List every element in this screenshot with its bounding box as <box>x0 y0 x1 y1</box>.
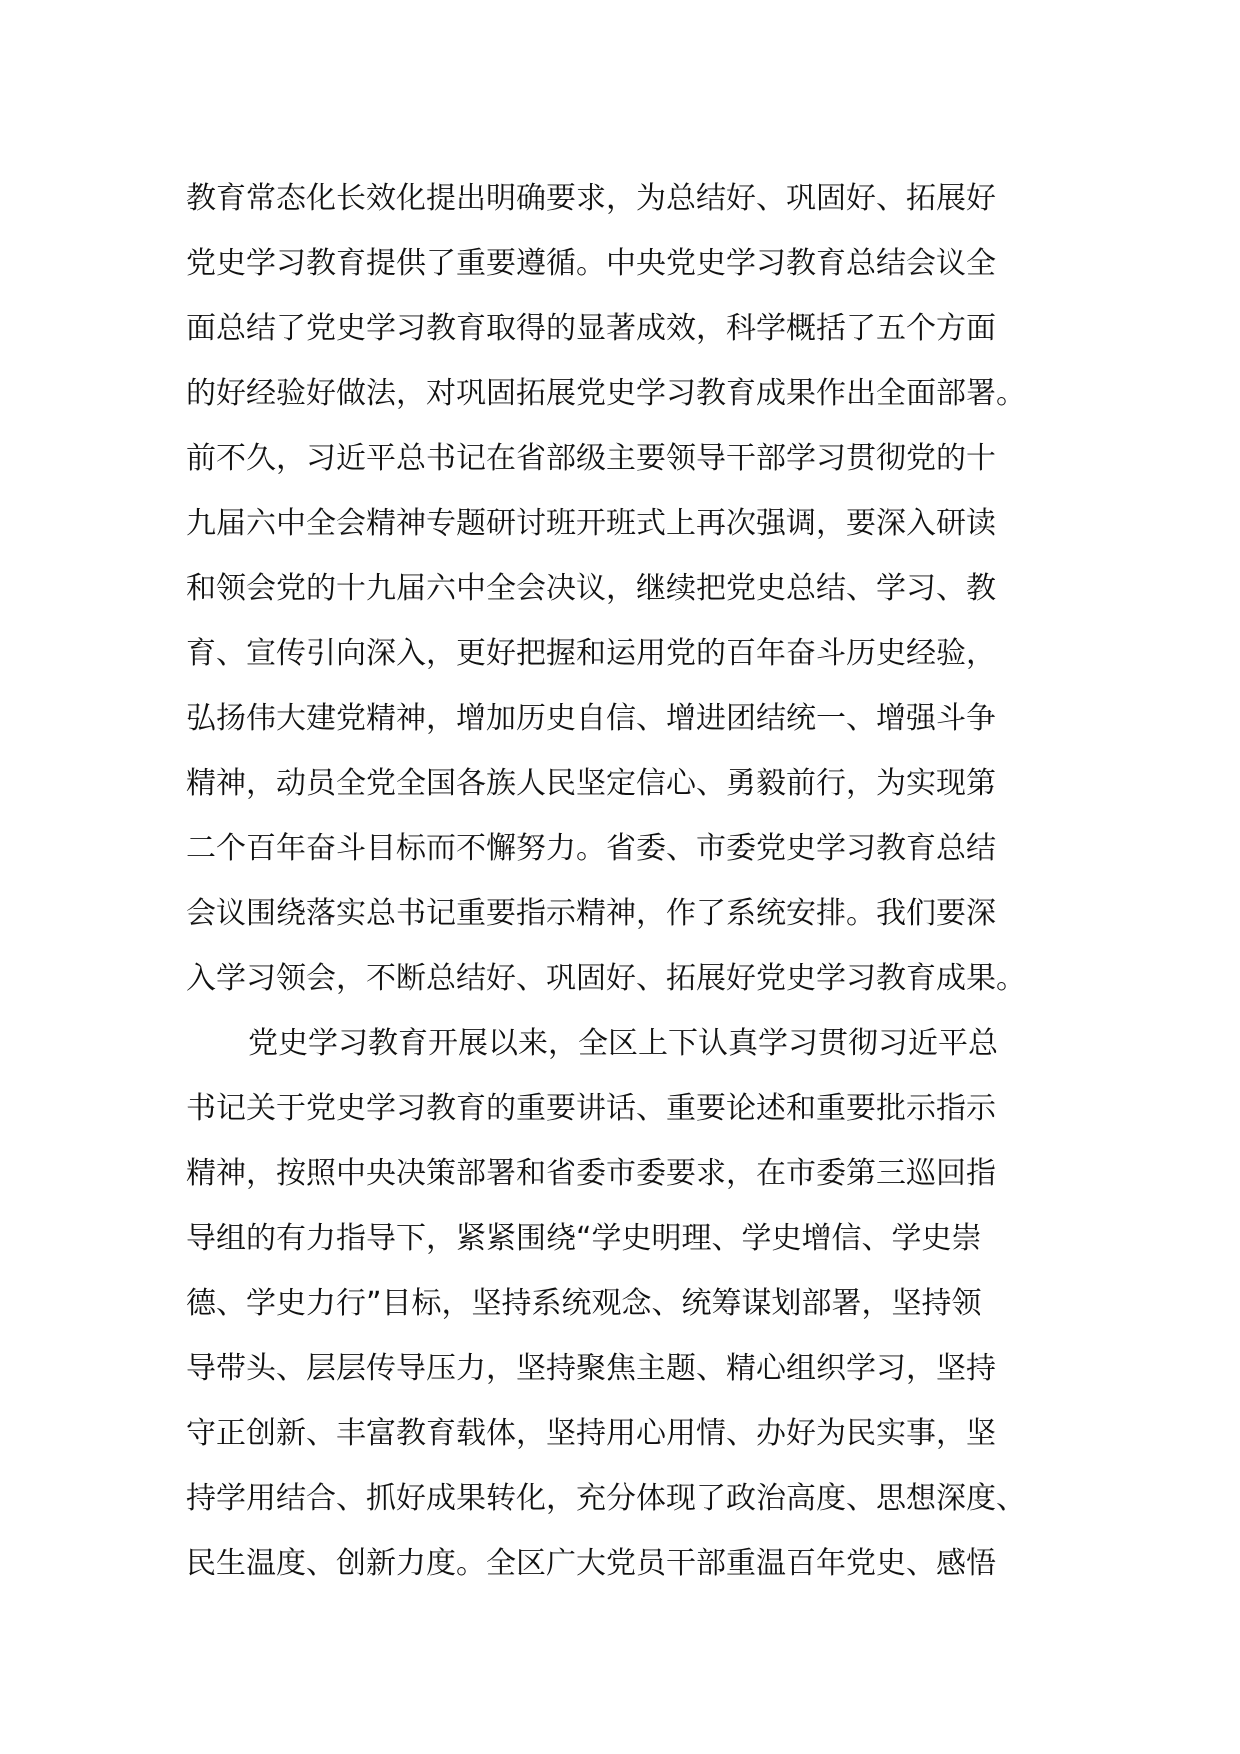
text-line: 九届六中全会精神专题研讨班开班式上再次强调，要深入研读 <box>186 506 996 541</box>
text-line: 书记关于党史学习教育的重要讲话、重要论述和重要批示指示 <box>186 1091 996 1126</box>
text-line: 育、宣传引向深入，更好把握和运用党的百年奋斗历史经验， <box>186 636 996 671</box>
text-line: 精神，动员全党全国各族人民坚定信心、勇毅前行，为实现第 <box>186 766 996 801</box>
text-line: 弘扬伟大建党精神，增加历史自信、增进团结统一、增强斗争 <box>186 701 996 736</box>
text-line: 德、学史力行”目标，坚持系统观念、统筹谋划部署，坚持领 <box>186 1286 982 1321</box>
text-line: 会议围绕落实总书记重要指示精神，作了系统安排。我们要深 <box>186 896 996 931</box>
text-line: 精神，按照中央决策部署和省委市委要求，在市委第三巡回指 <box>186 1156 996 1191</box>
text-line: 持学用结合、抓好成果转化，充分体现了政治高度、思想深度、 <box>186 1481 1026 1516</box>
text-line: 入学习领会，不断总结好、巩固好、拓展好党史学习教育成果。 <box>186 961 1026 996</box>
text-line: 党史学习教育提供了重要遵循。中央党史学习教育总结会议全 <box>186 246 996 281</box>
paragraph <box>186 166 1066 1011</box>
text-line: 的好经验好做法，对巩固拓展党史学习教育成果作出全面部署。 <box>186 376 1026 411</box>
text-line: 和领会党的十九届六中全会决议，继续把党史总结、学习、教 <box>186 571 996 606</box>
text-line: 党史学习教育开展以来，全区上下认真学习贯彻习近平总 <box>248 1026 998 1061</box>
text-line: 导带头、层层传导压力，坚持聚焦主题、精心组织学习，坚持 <box>186 1351 996 1386</box>
text-line: 守正创新、丰富教育载体，坚持用心用情、办好为民实事，坚 <box>186 1416 996 1451</box>
document-body <box>186 166 1066 1596</box>
text-line: 民生温度、创新力度。全区广大党员干部重温百年党史、感悟 <box>186 1546 996 1581</box>
paragraph <box>186 1011 1066 1596</box>
text-line: 面总结了党史学习教育取得的显著成效，科学概括了五个方面 <box>186 311 996 346</box>
text-line: 二个百年奋斗目标而不懈努力。省委、市委党史学习教育总结 <box>186 831 996 866</box>
text-line: 教育常态化长效化提出明确要求，为总结好、巩固好、拓展好 <box>186 181 996 216</box>
text-line: 前不久，习近平总书记在省部级主要领导干部学习贯彻党的十 <box>186 441 996 476</box>
text-line: 导组的有力指导下，紧紧围绕“学史明理、学史增信、学史崇 <box>186 1221 982 1256</box>
